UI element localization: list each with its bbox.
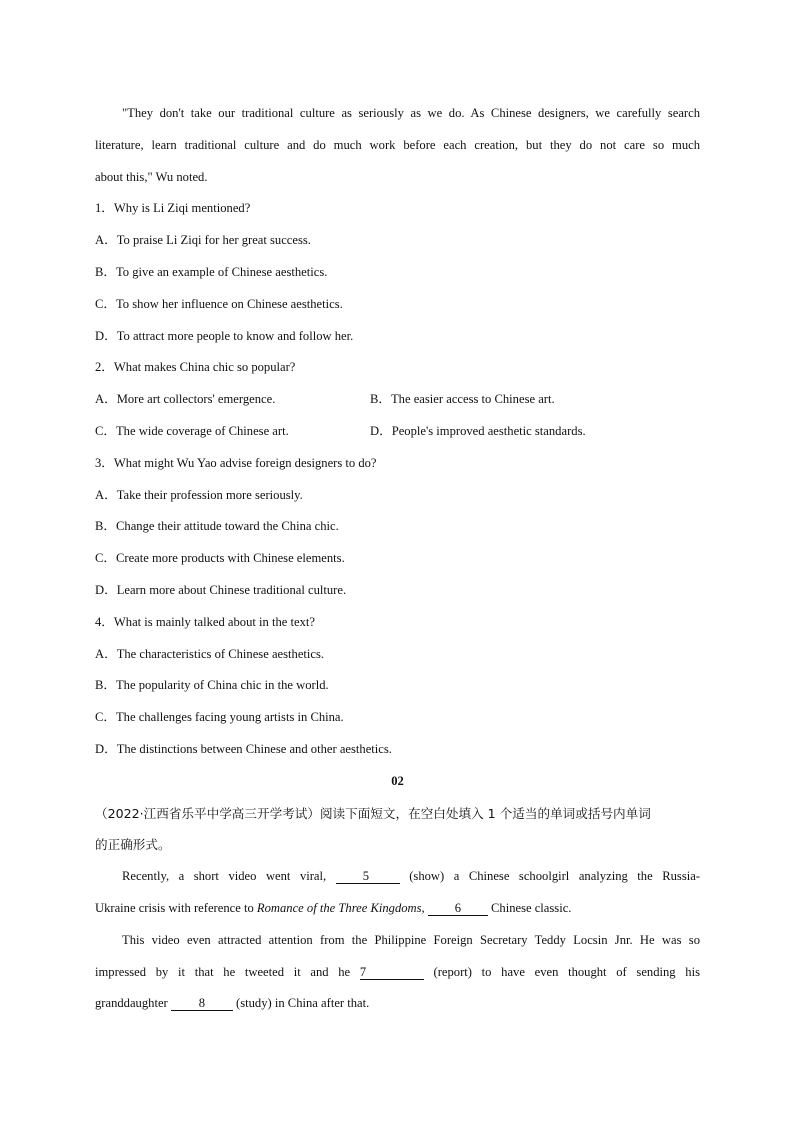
cloze-text: impressed by it that he tweeted it and he (95, 964, 360, 979)
question-2-option-c: C．The wide coverage of Chinese art. (95, 423, 289, 438)
document-page (95, 98, 700, 1020)
passage-line-2: literature, learn traditional culture and do much work before each creation, but they do not care so much (95, 137, 700, 152)
question-1-stem: 1．Why is Li Ziqi mentioned? (95, 201, 251, 216)
question-2-option-b: B．The easier access to Chinese art. (370, 392, 555, 407)
question-3-option-b: B．Change their attitude toward the China chic. (95, 519, 339, 534)
blank-8[interactable]: 8 (171, 996, 233, 1011)
cloze-text: Chinese classic. (487, 900, 572, 915)
question-3-option-d: D．Learn more about Chinese traditional culture. (95, 582, 347, 597)
question-1-option-d: D．To attract more people to know and follow her. (95, 328, 354, 343)
cloze-text: (study) in China after that. (232, 996, 370, 1011)
passage-line-3: about this," Wu noted. (95, 169, 208, 184)
question-1-option-c: C．To show her influence on Chinese aesthetics. (95, 296, 343, 311)
cloze-text: (show) a Chinese schoolgirl analyzing the Russia- (399, 869, 700, 884)
question-4-option-c: C．The challenges facing young artists in China. (95, 710, 344, 725)
question-1-option-a: A．To praise Li Ziqi for her great success. (95, 233, 311, 248)
passage-line-1: "They don't take our traditional culture as seriously as we do. As Chinese designers, we carefully search (122, 106, 700, 120)
question-4-stem: 4．What is mainly talked about in the text? (95, 614, 315, 629)
question-4-option-d: D．The distinctions between Chinese and other aesthetics. (95, 741, 392, 756)
cloze-text: Recently, a short video went viral, (122, 869, 336, 884)
section-number: 02 (391, 773, 404, 788)
section-instruction-line-2: 的正确形式。 (95, 837, 171, 853)
cloze-paragraph-2-line-1: This video even attracted attention from the Philippine Foreign Secretary Teddy Locsin Jnr. He was so (122, 932, 700, 947)
section-instruction-line-1: （2022·江西省乐平中学高三开学考试）阅读下面短文，在空白处填入 1 个适当的单词或括号内单词 (95, 805, 651, 821)
cloze-text: , (421, 900, 428, 915)
cloze-paragraph-2-line-3 (95, 988, 700, 1020)
blank-5[interactable]: 5 (336, 869, 400, 884)
cloze-text: Ukraine crisis with reference to (95, 900, 257, 915)
cloze-paragraph-1-line-1 (95, 861, 700, 893)
cloze-paragraph-2-line-2 (95, 957, 700, 989)
question-2-options-row-2 (95, 416, 700, 448)
cloze-text: granddaughter (95, 996, 171, 1011)
cloze-paragraph-1-line-2 (95, 893, 700, 925)
cloze-text: (report) to have even thought of sending his (423, 964, 700, 979)
question-1-option-b: B．To give an example of Chinese aesthetics. (95, 264, 328, 279)
question-4-option-a: A．The characteristics of Chinese aesthetics. (95, 646, 325, 661)
question-2-options-row-1 (95, 384, 700, 416)
question-3-stem: 3．What might Wu Yao advise foreign designers to do? (95, 455, 377, 470)
question-3-option-a: A．Take their profession more seriously. (95, 487, 303, 502)
book-title: Romance of the Three Kingdoms (256, 900, 422, 915)
question-3-option-c: C．Create more products with Chinese elements. (95, 551, 345, 566)
question-2-option-d: D．People's improved aesthetic standards. (370, 423, 586, 438)
question-4-option-b: B．The popularity of China chic in the world. (95, 678, 329, 693)
question-2-option-a: A．More art collectors' emergence. (95, 392, 276, 407)
blank-7[interactable]: 7 (360, 965, 424, 980)
blank-6[interactable]: 6 (428, 901, 488, 916)
question-2-stem: 2．What makes China chic so popular? (95, 360, 296, 375)
